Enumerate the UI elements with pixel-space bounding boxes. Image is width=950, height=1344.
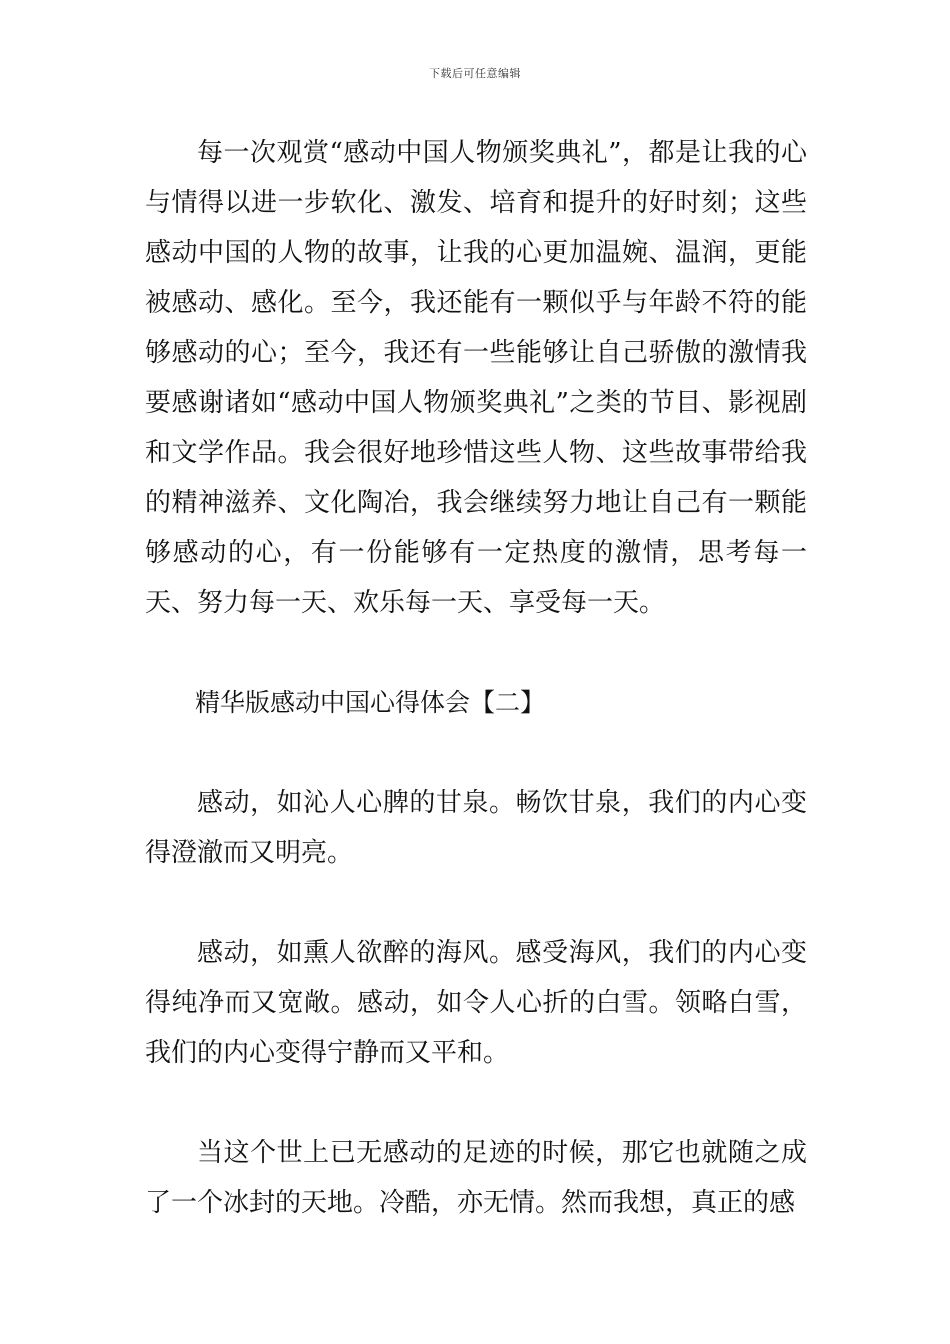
paragraph: 感动，如熏人欲醉的海风。感受海风，我们的内心变得纯净而又宽敞。感动，如令人心折的白雪。领略白雪，我们的内心变得宁静而又平和。 (145, 938, 807, 1068)
paragraph: 当这个世上已无感动的足迹的时候，那它也就随之成了一个冰封的天地。冷酷，亦无情。然而我想，真正的感 (145, 1138, 807, 1218)
paragraph: 每一次观赏“感动中国人物颁奖典礼”，都是让我的心与情得以进一步软化、激发、培育和提升的好时刻；这些感动中国的人物的故事，让我的心更加温婉、温润，更能被感动、感化。至今，我还能有一颗似乎与年龄不符的能够感动的心；至今，我还有一些能够让自己骄傲的激情我要感谢诸如“感动中国人物颁奖典礼”之类的节目、影视剧和文学作品。我会很好地珍惜这些人物、这些故事带给我的精神滋养、文化陶冶，我会继续努力地让自己有一颗能够感动的心，有一份能够有一定热度的激情，思考每一天、努力每一天、欢乐每一天、享受每一天。 (145, 138, 807, 618)
document-body (145, 128, 807, 1228)
header-note: 下载后可任意编辑 (429, 67, 521, 80)
section-title: 精华版感动中国心得体会【二】 (195, 688, 546, 717)
paragraph: 感动，如沁人心脾的甘泉。畅饮甘泉，我们的内心变得澄澈而又明亮。 (145, 788, 807, 868)
